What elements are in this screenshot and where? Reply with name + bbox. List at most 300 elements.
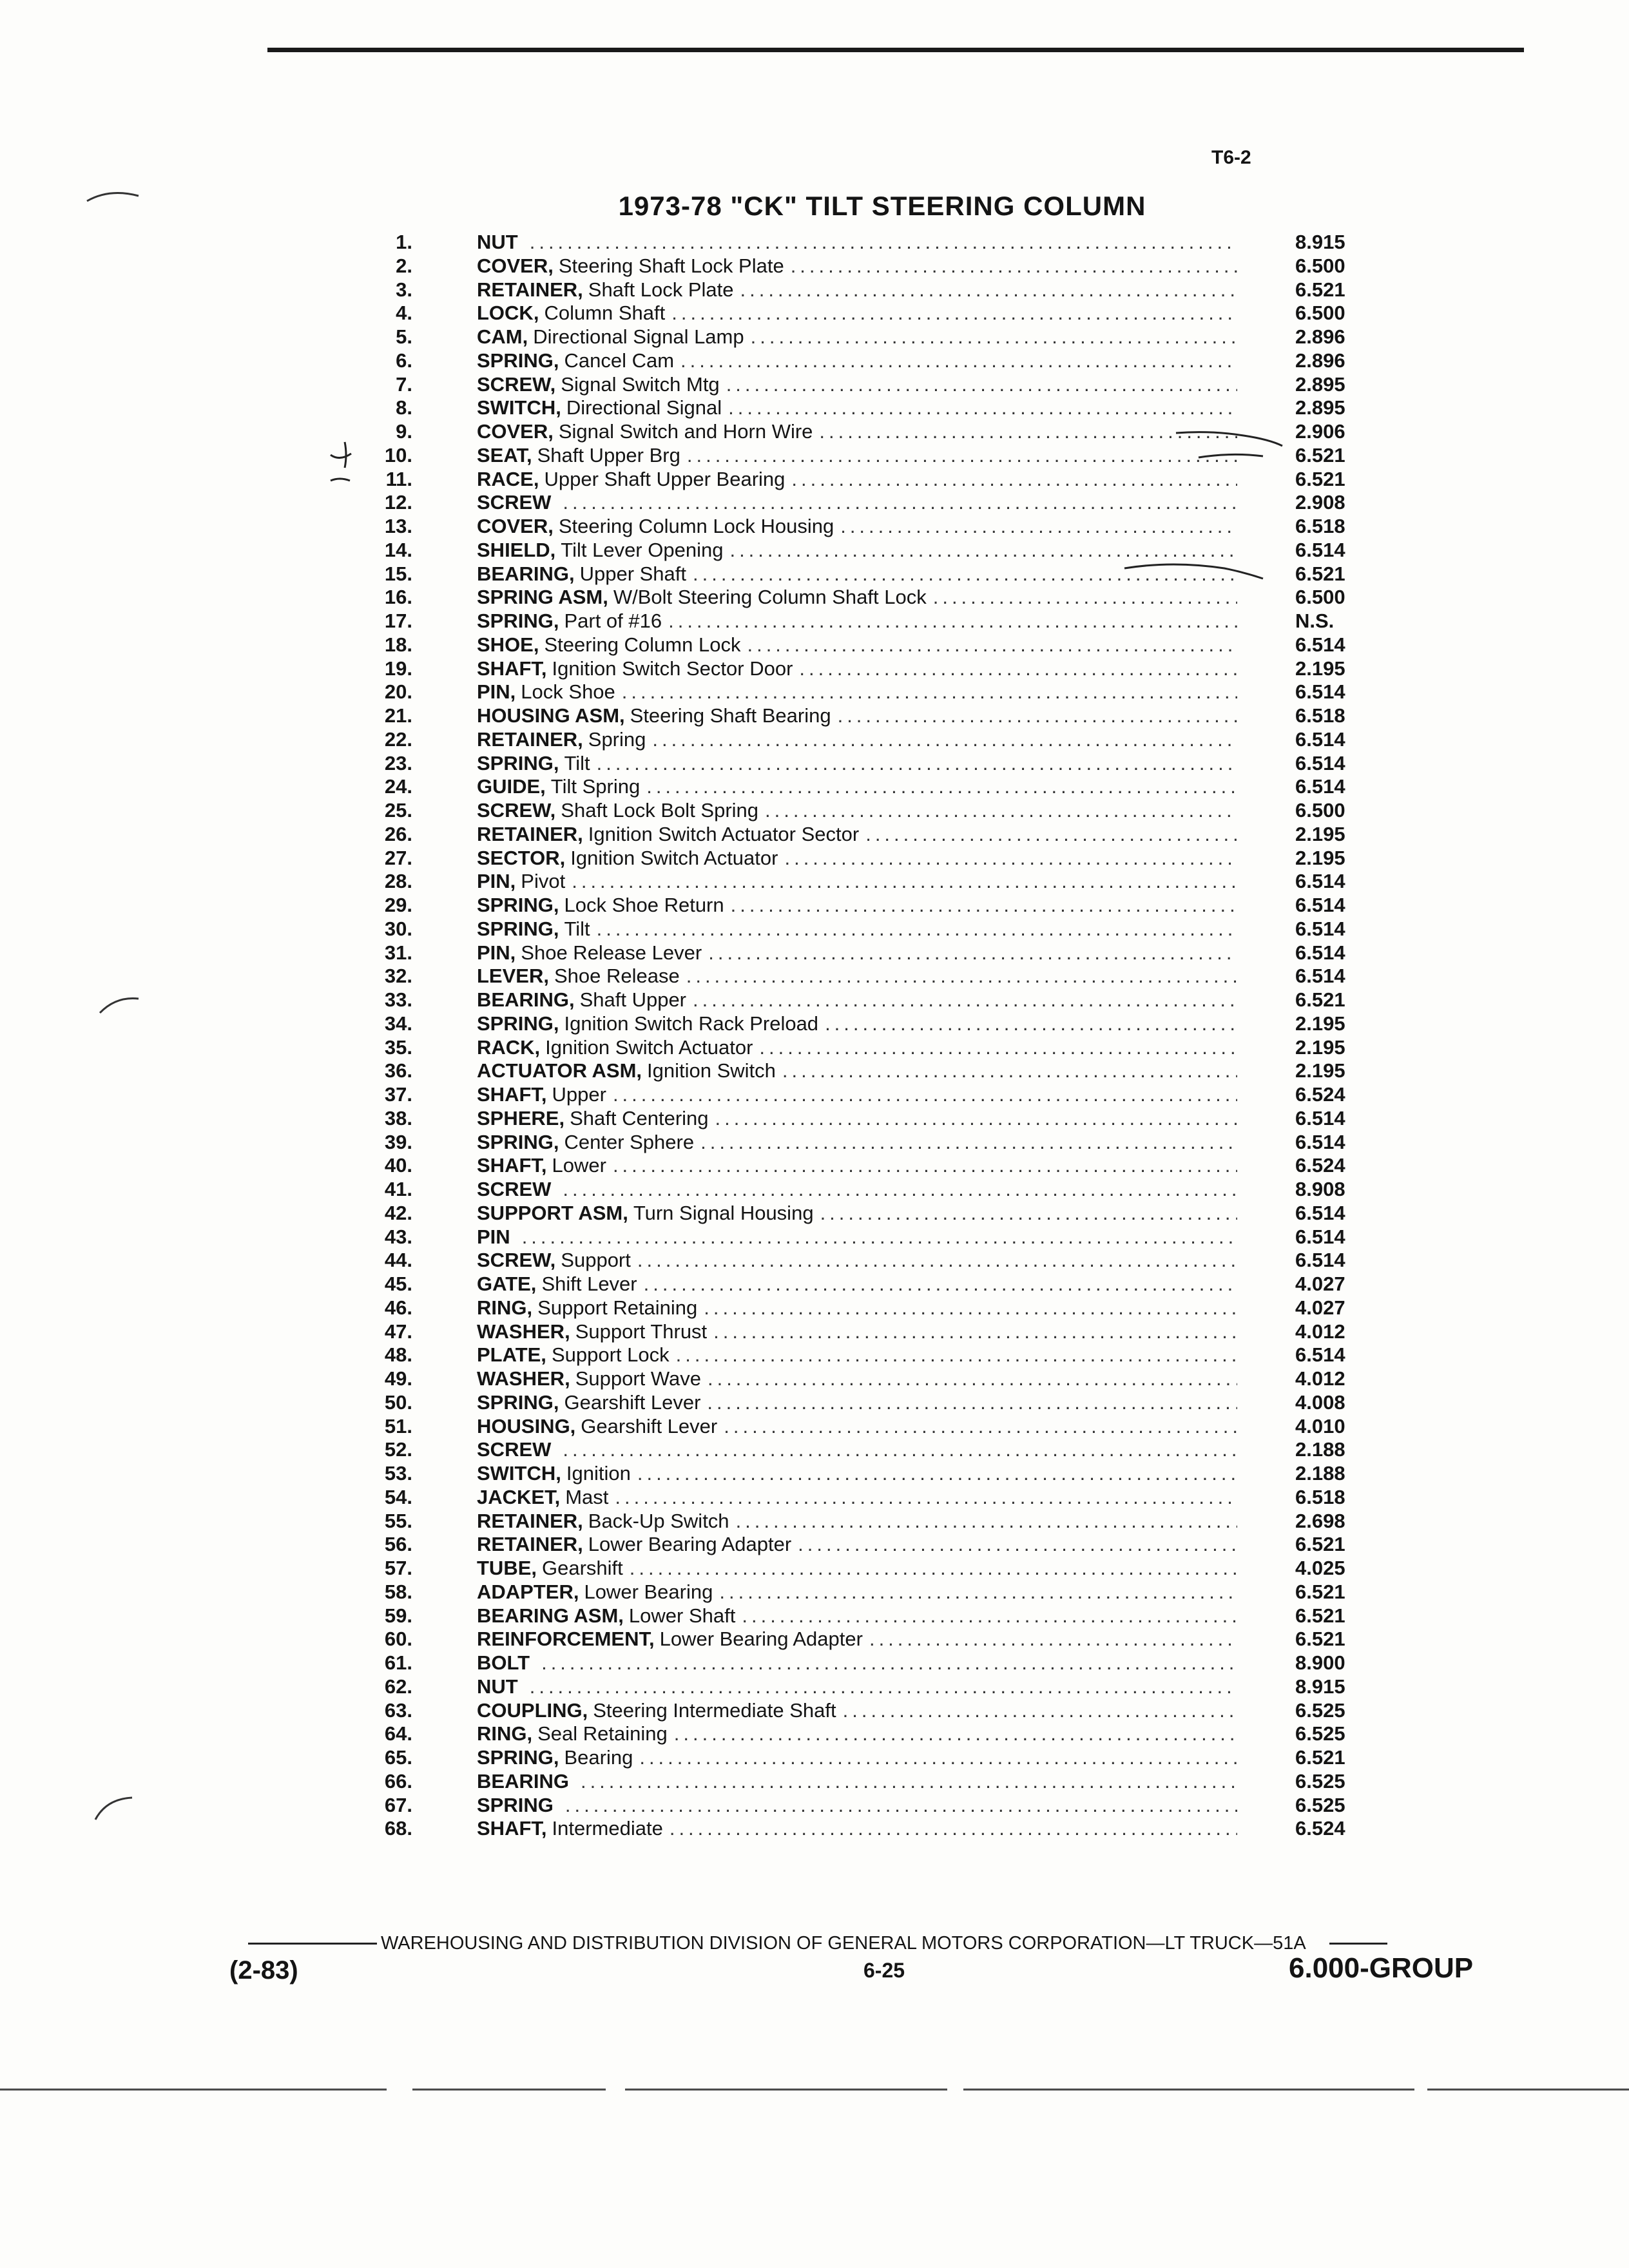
group-number: 6.500 [1295, 302, 1345, 325]
leader-dots [728, 396, 1237, 420]
part-name: SPRING ASM, [477, 586, 608, 609]
part-number: 51. [384, 1414, 412, 1437]
part-detail: Lock Shoe Return [564, 894, 724, 916]
part-description [477, 1770, 1237, 1794]
part-name: PIN [477, 1225, 510, 1248]
leader-dots [615, 1486, 1237, 1510]
leader-dots [687, 444, 1237, 468]
part-row [335, 1083, 1392, 1107]
leader-dots [713, 1320, 1237, 1344]
leader-dots [693, 562, 1237, 586]
group-number: 6.500 [1295, 586, 1345, 609]
part-description [477, 1131, 1237, 1155]
leader-dots [736, 1510, 1237, 1533]
group-number: 2.195 [1295, 1059, 1345, 1082]
part-row [335, 1699, 1392, 1723]
part-name: LOCK, [477, 302, 539, 325]
part-detail: Steering Shaft Lock Plate [558, 254, 784, 277]
part-description [477, 1367, 1237, 1391]
part-number: 65. [384, 1746, 412, 1769]
part-row [335, 965, 1392, 988]
part-detail: Tilt Lever Opening [561, 538, 724, 561]
part-number: 40. [384, 1154, 412, 1177]
part-number: 45. [384, 1273, 412, 1295]
part-row [335, 1628, 1392, 1651]
part-detail: Ignition Switch [647, 1059, 776, 1082]
leader-dots [820, 1202, 1237, 1225]
part-description [477, 373, 1237, 397]
leader-dots [530, 1675, 1237, 1699]
part-detail: Part of #16 [564, 610, 662, 632]
part-row [335, 468, 1392, 492]
leader-dots [674, 1722, 1237, 1746]
group-number: 6.518 [1295, 1485, 1345, 1508]
part-detail: Lower Bearing Adapter [659, 1628, 863, 1651]
part-detail: Upper Shaft Upper Bearing [544, 467, 786, 490]
part-description [477, 539, 1237, 562]
part-number: 22. [384, 727, 412, 751]
part-description [477, 1675, 1237, 1699]
part-row [335, 704, 1392, 728]
part-row [335, 1510, 1392, 1533]
part-description [477, 1699, 1237, 1723]
leader-dots [693, 988, 1237, 1012]
part-detail: Tilt [564, 751, 590, 774]
part-row [335, 1557, 1392, 1581]
group-number: 6.521 [1295, 278, 1345, 301]
group-number: 6.514 [1295, 727, 1345, 751]
part-detail: Gearshift Lever [581, 1414, 718, 1437]
part-row [335, 1604, 1392, 1628]
part-detail: Bearing [564, 1746, 633, 1769]
leader-dots [751, 325, 1237, 349]
part-description [477, 1343, 1237, 1367]
parts-list [335, 231, 1392, 1841]
part-detail: Back-Up Switch [588, 1509, 729, 1532]
group-number: 6.514 [1295, 1130, 1345, 1153]
part-row [335, 420, 1392, 444]
part-description [477, 1557, 1237, 1581]
part-name: SCREW, [477, 799, 556, 822]
leader-dots [724, 1415, 1237, 1439]
group-number: 6.524 [1295, 1083, 1345, 1106]
leader-dots [729, 539, 1237, 562]
group-number: 6.521 [1295, 1746, 1345, 1769]
group-number: 6.514 [1295, 1249, 1345, 1272]
page-title: 1973-78 "CK" TILT STEERING COLUMN [618, 191, 1146, 221]
group-number: 2.195 [1295, 822, 1345, 845]
part-description [477, 231, 1237, 255]
leader-dots [541, 1651, 1237, 1675]
part-description [477, 1438, 1237, 1462]
part-number: 36. [384, 1059, 412, 1082]
part-detail: Turn Signal Housing [633, 1201, 814, 1224]
leader-dots [791, 255, 1237, 278]
part-detail: Column Shaft [544, 302, 666, 325]
group-number: 4.012 [1295, 1320, 1345, 1343]
part-description [477, 1510, 1237, 1533]
group-number: 2.908 [1295, 491, 1345, 514]
part-row [335, 1722, 1392, 1746]
part-number: 11. [385, 467, 412, 490]
leader-dots [825, 1012, 1237, 1036]
leader-dots [704, 1296, 1237, 1320]
part-detail: Signal Switch and Horn Wire [558, 420, 813, 443]
part-name: COVER, [477, 420, 554, 443]
part-name: SPRING, [477, 610, 559, 632]
part-number: 52. [384, 1438, 412, 1461]
part-row [335, 1817, 1392, 1841]
group-number: 8.915 [1295, 231, 1345, 253]
part-detail: Steering Intermediate Shaft [593, 1698, 836, 1722]
leader-dots [686, 965, 1237, 988]
part-detail: Directional Signal Lamp [533, 325, 744, 348]
part-description [477, 1415, 1237, 1439]
part-detail: Ignition Switch Rack Preload [564, 1012, 819, 1035]
leader-dots [791, 468, 1237, 492]
part-detail: Pivot [521, 870, 566, 893]
part-name: TUBE, [477, 1557, 537, 1579]
part-detail: Seal Retaining [537, 1722, 668, 1745]
part-row [335, 799, 1392, 823]
part-row [335, 847, 1392, 870]
part-detail: Upper Shaft [579, 562, 687, 585]
part-description [477, 325, 1237, 349]
group-number: 6.525 [1295, 1722, 1345, 1745]
part-description [477, 941, 1237, 965]
part-number: 67. [384, 1793, 412, 1816]
group-number: 2.896 [1295, 349, 1345, 372]
part-number: 39. [384, 1130, 412, 1153]
group-number: 6.514 [1295, 680, 1345, 704]
part-detail: Gearshift [542, 1557, 623, 1579]
leader-dots [563, 491, 1237, 515]
leader-dots [644, 1273, 1237, 1296]
group-number: 2.195 [1295, 1012, 1345, 1035]
group-number: 2.188 [1295, 1438, 1345, 1461]
part-description [477, 1012, 1237, 1036]
part-row [335, 491, 1392, 515]
leader-dots [731, 894, 1237, 918]
part-number: 48. [384, 1343, 412, 1367]
group-number: 6.521 [1295, 443, 1345, 466]
leader-dots [865, 823, 1237, 847]
group-number: 6.514 [1295, 870, 1345, 893]
part-detail: Ignition Switch Sector Door [552, 657, 793, 680]
part-name: SPRING, [477, 894, 559, 916]
part-name: SPRING, [477, 1130, 559, 1153]
part-row [335, 1012, 1392, 1036]
part-number: 1. [396, 231, 412, 253]
part-row [335, 444, 1392, 468]
part-number: 23. [384, 751, 412, 774]
part-name: SPRING, [477, 917, 559, 940]
part-name: SPRING, [477, 1012, 559, 1035]
group-number: 2.895 [1295, 372, 1345, 396]
leader-dots [563, 1178, 1237, 1202]
part-name: RETAINER, [477, 278, 583, 301]
part-detail: Shoe Release [554, 965, 680, 988]
part-name: SCREW [477, 1178, 552, 1200]
leader-dots [670, 1817, 1237, 1841]
part-description [477, 752, 1237, 776]
group-number: 6.521 [1295, 467, 1345, 490]
part-row [335, 586, 1392, 610]
part-number: 25. [384, 799, 412, 822]
part-detail: Directional Signal [566, 396, 722, 419]
part-number: 28. [384, 870, 412, 893]
part-row [335, 1202, 1392, 1225]
group-number: 6.514 [1295, 751, 1345, 774]
group-number: 2.188 [1295, 1462, 1345, 1485]
part-row [335, 1036, 1392, 1060]
part-name: HOUSING, [477, 1414, 576, 1437]
part-row [335, 1794, 1392, 1818]
part-name: SEAT, [477, 443, 532, 466]
part-description [477, 586, 1237, 610]
part-row [335, 775, 1392, 799]
part-description [477, 1225, 1237, 1249]
part-description [477, 1178, 1237, 1202]
part-number: 60. [384, 1628, 412, 1651]
part-name: WASHER, [477, 1367, 570, 1390]
part-detail: Support Thrust [575, 1320, 708, 1343]
leader-dots [799, 657, 1237, 681]
part-description [477, 799, 1237, 823]
part-number: 42. [384, 1201, 412, 1224]
part-detail: Shaft Upper Brg [537, 443, 680, 466]
part-name: SCREW [477, 1438, 552, 1461]
part-name: BEARING, [477, 562, 575, 585]
part-name: SCREW, [477, 372, 556, 396]
leader-dots [565, 1794, 1237, 1818]
part-name: SHAFT, [477, 1083, 547, 1106]
part-number: 58. [384, 1580, 412, 1603]
leader-dots [676, 1343, 1237, 1367]
part-number: 27. [384, 846, 412, 869]
part-description [477, 349, 1237, 373]
group-number: 2.906 [1295, 420, 1345, 443]
group-number: 4.008 [1295, 1390, 1345, 1414]
part-number: 57. [384, 1557, 412, 1579]
part-description [477, 610, 1237, 633]
group-number: 6.521 [1295, 1604, 1345, 1627]
part-name: SHAFT, [477, 657, 547, 680]
leader-dots [843, 1699, 1237, 1723]
part-name: BOLT [477, 1651, 530, 1674]
part-number: 37. [384, 1083, 412, 1106]
group-number: 6.514 [1295, 941, 1345, 964]
group-number: 4.010 [1295, 1414, 1345, 1437]
part-detail: Ignition Switch Actuator Sector [588, 822, 860, 845]
group-number: 6.521 [1295, 1628, 1345, 1651]
group-number: 6.514 [1295, 633, 1345, 656]
part-number: 12. [384, 491, 412, 514]
footer-division: WAREHOUSING AND DISTRIBUTION DIVISION OF GENERAL MOTORS CORPORATION—LT TRUCK—51A [381, 1933, 1306, 1954]
part-row [335, 610, 1392, 633]
group-number: 6.521 [1295, 1580, 1345, 1603]
part-row [335, 1651, 1392, 1675]
part-name: SPRING, [477, 349, 559, 372]
leader-dots [597, 918, 1237, 941]
part-description [477, 1628, 1237, 1651]
part-detail: Gearshift Lever [564, 1390, 701, 1414]
group-number: 6.514 [1295, 538, 1345, 561]
group-number: 6.524 [1295, 1817, 1345, 1840]
part-detail: Tilt Spring [550, 775, 641, 798]
part-row [335, 1533, 1392, 1557]
group-number: 6.518 [1295, 515, 1345, 537]
part-number: 54. [384, 1485, 412, 1508]
group-number: 4.027 [1295, 1273, 1345, 1295]
part-number: 38. [384, 1106, 412, 1129]
leader-dots [668, 610, 1237, 633]
part-name: RACK, [477, 1035, 541, 1059]
part-number: 19. [384, 657, 412, 680]
part-detail: Upper [552, 1083, 606, 1106]
part-number: 24. [384, 775, 412, 798]
part-name: GATE, [477, 1273, 537, 1295]
part-description [477, 420, 1237, 444]
part-name: SECTOR, [477, 846, 566, 869]
part-name: RETAINER, [477, 822, 583, 845]
group-number: 2.896 [1295, 325, 1345, 348]
part-row [335, 1581, 1392, 1604]
part-description [477, 1391, 1237, 1415]
part-name: BEARING, [477, 988, 575, 1011]
leader-dots [782, 1059, 1237, 1083]
part-number: 17. [384, 610, 412, 632]
part-row [335, 1391, 1392, 1415]
part-row [335, 1675, 1392, 1699]
part-number: 46. [384, 1296, 412, 1319]
part-description [477, 255, 1237, 278]
part-description [477, 823, 1237, 847]
part-row [335, 1462, 1392, 1486]
part-detail: Spring [588, 727, 646, 751]
part-name: GUIDE, [477, 775, 546, 798]
group-number: 6.525 [1295, 1793, 1345, 1816]
leader-dots [646, 775, 1237, 799]
part-description [477, 1486, 1237, 1510]
group-number: 2.195 [1295, 846, 1345, 869]
part-description [477, 680, 1237, 704]
leader-dots [597, 752, 1237, 776]
part-number: 26. [384, 822, 412, 845]
part-detail: Signal Switch Mtg [561, 372, 720, 396]
part-description [477, 1533, 1237, 1557]
group-number: 6.514 [1295, 917, 1345, 940]
part-row [335, 1296, 1392, 1320]
group-number: 6.514 [1295, 1201, 1345, 1224]
part-number: 9. [396, 420, 412, 443]
group-number: 6.514 [1295, 1225, 1345, 1248]
part-detail: Lower [552, 1154, 606, 1177]
part-number: 10. [384, 443, 412, 466]
part-name: BEARING [477, 1769, 569, 1792]
part-row [335, 1343, 1392, 1367]
part-description [477, 278, 1237, 302]
leader-dots [630, 1557, 1237, 1581]
group-number: 4.025 [1295, 1557, 1345, 1579]
part-detail: Tilt [564, 917, 590, 940]
part-description [477, 870, 1237, 894]
part-number: 31. [384, 941, 412, 964]
top-rule [267, 48, 1524, 52]
part-name: ADAPTER, [477, 1580, 579, 1603]
part-detail: Steering Column Lock [544, 633, 741, 656]
part-name: HOUSING ASM, [477, 704, 625, 727]
part-description [477, 1273, 1237, 1296]
part-number: 5. [396, 325, 412, 348]
part-detail: Steering Shaft Bearing [630, 704, 831, 727]
part-row [335, 894, 1392, 918]
part-detail: Shaft Lock Bolt Spring [561, 799, 759, 822]
part-description [477, 515, 1237, 539]
part-row [335, 231, 1392, 255]
group-number: 6.524 [1295, 1154, 1345, 1177]
part-name: SHOE, [477, 633, 539, 656]
leader-dots [700, 1131, 1237, 1155]
group-number: 6.514 [1295, 894, 1345, 916]
part-number: 13. [384, 515, 412, 537]
part-description [477, 1320, 1237, 1344]
group-number: 4.027 [1295, 1296, 1345, 1319]
leader-dots [747, 633, 1237, 657]
part-number: 43. [384, 1225, 412, 1248]
page-code: T6-2 [1211, 147, 1251, 168]
part-number: 62. [384, 1675, 412, 1698]
part-number: 53. [384, 1462, 412, 1485]
part-description [477, 704, 1237, 728]
part-row [335, 325, 1392, 349]
part-number: 61. [384, 1651, 412, 1674]
part-row [335, 728, 1392, 752]
part-name: SPRING [477, 1793, 554, 1816]
part-description [477, 1036, 1237, 1060]
part-row [335, 1178, 1392, 1202]
part-row [335, 1131, 1392, 1155]
part-description [477, 988, 1237, 1012]
leader-dots [708, 1367, 1237, 1391]
part-name: SWITCH, [477, 1462, 561, 1485]
leader-dots [707, 1391, 1237, 1415]
leader-dots [637, 1249, 1237, 1273]
part-row [335, 633, 1392, 657]
part-name: SPHERE, [477, 1106, 565, 1129]
leader-dots [581, 1770, 1237, 1794]
part-row [335, 562, 1392, 586]
part-name: RING, [477, 1722, 533, 1745]
leader-dots [742, 1604, 1237, 1628]
margin-pen-mark [84, 187, 142, 206]
leader-dots [719, 1581, 1237, 1604]
part-number: 56. [384, 1533, 412, 1556]
part-name: RACE, [477, 467, 539, 490]
part-name: RETAINER, [477, 1509, 583, 1532]
part-name: JACKET, [477, 1485, 561, 1508]
part-detail: Lower Bearing Adapter [588, 1533, 792, 1556]
part-description [477, 918, 1237, 941]
footer-page-number: 6-25 [863, 1959, 905, 1982]
part-number: 8. [396, 396, 412, 419]
leader-dots [671, 302, 1237, 325]
part-description [477, 728, 1237, 752]
part-description [477, 302, 1237, 325]
part-detail: W/Bolt Steering Column Shaft Lock [613, 586, 927, 609]
part-description [477, 396, 1237, 420]
part-number: 66. [384, 1769, 412, 1792]
